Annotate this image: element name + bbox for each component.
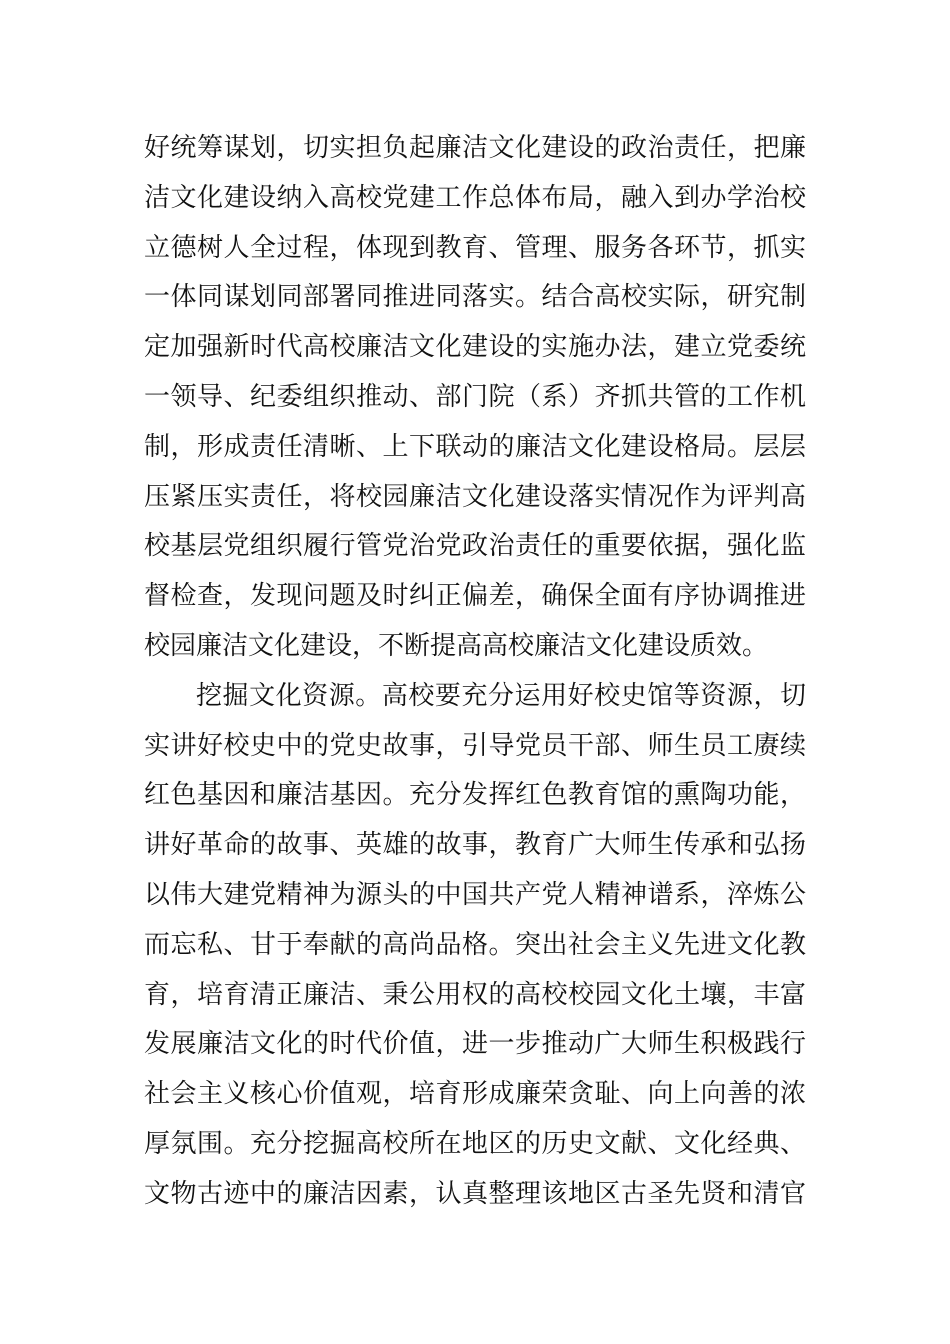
text-line: 而忘私、甘于奉献的高尚品格。突出社会主义先进文化教 bbox=[144, 929, 806, 960]
text-line: 发展廉洁文化的时代价值，进一步推动广大师生积极践行 bbox=[144, 1029, 806, 1060]
document-body bbox=[144, 124, 806, 1220]
text-line: 督检查，发现问题及时纠正偏差，确保全面有序协调推进 bbox=[144, 581, 806, 612]
text-line: 校基层党组织履行管党治党政治责任的重要依据，强化监 bbox=[144, 531, 806, 562]
paragraph-1 bbox=[144, 124, 806, 672]
text-line: 实讲好校史中的党史故事，引导党员干部、师生员工赓续 bbox=[144, 730, 806, 761]
text-line: 立德树人全过程，体现到教育、管理、服务各环节，抓实 bbox=[144, 232, 806, 263]
text-line: 一体同谋划同部署同推进同落实。结合高校实际，研究制 bbox=[144, 282, 806, 313]
text-line: 育，培育清正廉洁、秉公用权的高校校园文化土壤，丰富 bbox=[144, 979, 806, 1010]
text-line: 以伟大建党精神为源头的中国共产党人精神谱系，淬炼公 bbox=[144, 879, 806, 910]
text-line: 红色基因和廉洁基因。充分发挥红色教育馆的熏陶功能， bbox=[144, 780, 806, 811]
text-line: 厚氛围。充分挖掘高校所在地区的历史文献、文化经典、 bbox=[144, 1128, 806, 1159]
text-line: 好统筹谋划，切实担负起廉洁文化建设的政治责任，把廉 bbox=[144, 133, 806, 163]
text-line: 一领导、纪委组织推动、部门院（系）齐抓共管的工作机 bbox=[144, 381, 806, 412]
text-line: 制，形成责任清晰、上下联动的廉洁文化建设格局。层层 bbox=[144, 431, 806, 462]
text-line-last: 校园廉洁文化建设，不断提高高校廉洁文化建设质效。 bbox=[144, 630, 769, 661]
paragraph-2 bbox=[144, 672, 806, 1220]
text-line: 讲好革命的故事、英雄的故事，教育广大师生传承和弘扬 bbox=[144, 830, 806, 861]
text-line: 定加强新时代高校廉洁文化建设的实施办法，建立党委统 bbox=[144, 332, 806, 363]
text-line: 洁文化建设纳入高校党建工作总体布局，融入到办学治校 bbox=[144, 182, 806, 213]
text-line: 压紧压实责任，将校园廉洁文化建设落实情况作为评判高 bbox=[144, 481, 806, 512]
text-line: 文物古迹中的廉洁因素，认真整理该地区古圣先贤和清官 bbox=[144, 1178, 806, 1209]
text-line: 社会主义核心价值观，培育形成廉荣贪耻、向上向善的浓 bbox=[144, 1079, 806, 1110]
text-line-first: 挖掘文化资源。高校要充分运用好校史馆等资源，切 bbox=[196, 680, 806, 711]
